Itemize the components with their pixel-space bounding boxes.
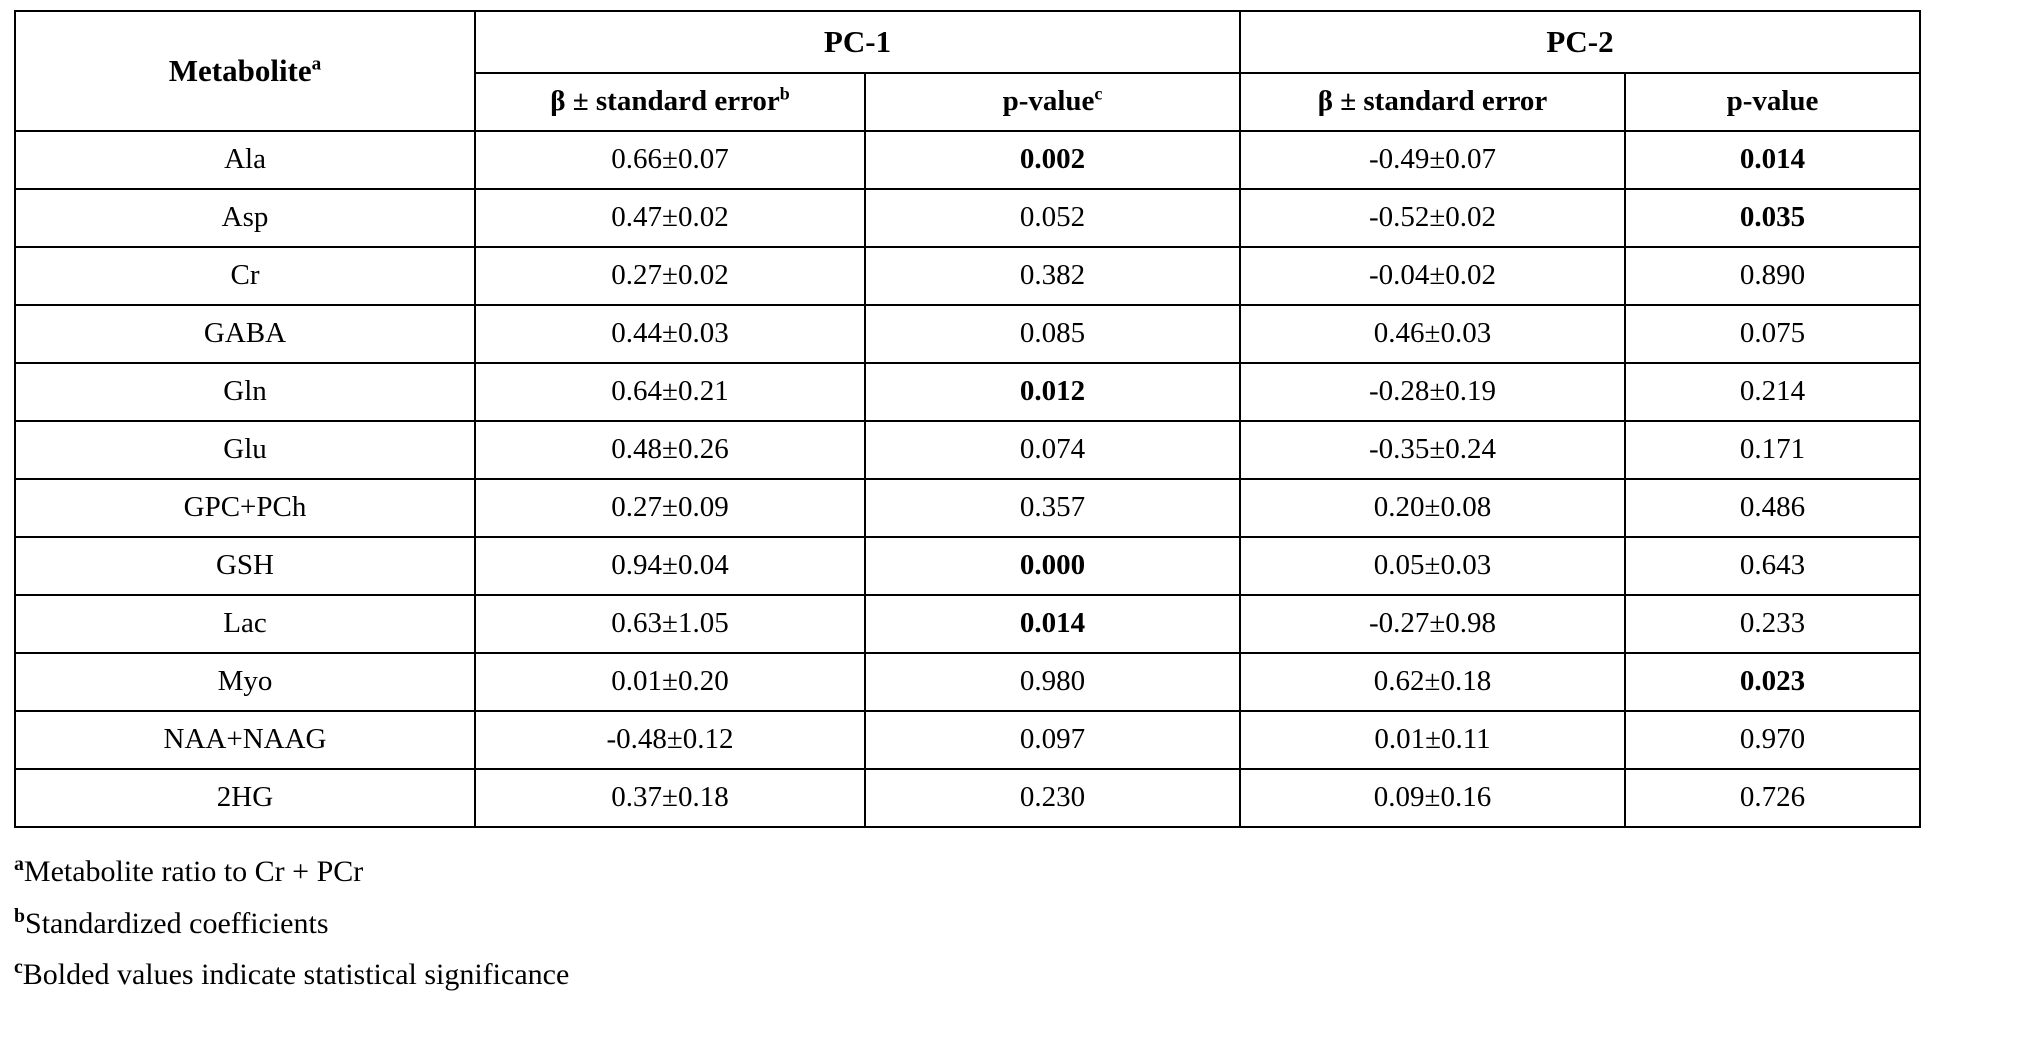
cell-pc1-beta: -0.48±0.12 [475, 711, 865, 769]
cell-pc1-pvalue: 0.012 [865, 363, 1240, 421]
cell-pc2-beta: 0.20±0.08 [1240, 479, 1625, 537]
footnote [14, 846, 2004, 898]
cell-pc2-pvalue: 0.214 [1625, 363, 1920, 421]
table-row [15, 363, 1920, 421]
footnote-mark: c [14, 956, 23, 979]
cell-pc2-pvalue: 0.023 [1625, 653, 1920, 711]
column-header-pc2-beta [1240, 73, 1625, 131]
cell-pc1-beta: 0.01±0.20 [475, 653, 865, 711]
cell-metabolite: 2HG [15, 769, 475, 827]
cell-pc1-beta: 0.27±0.09 [475, 479, 865, 537]
pc1-pvalue-footnote-mark: c [1094, 83, 1103, 104]
cell-pc2-beta: -0.52±0.02 [1240, 189, 1625, 247]
column-header-pc1-pvalue [865, 73, 1240, 131]
cell-metabolite: GABA [15, 305, 475, 363]
pc2-pvalue-label: p-value [1726, 85, 1819, 118]
table-row [15, 653, 1920, 711]
cell-pc1-pvalue: 0.230 [865, 769, 1240, 827]
footnote-text: Metabolite ratio to Cr + PCr [23, 855, 364, 888]
header-row-groups [15, 11, 1920, 73]
cell-metabolite: Ala [15, 131, 475, 189]
cell-pc2-pvalue: 0.970 [1625, 711, 1920, 769]
pc1-beta-label: β ± standard error [550, 85, 780, 118]
table-row [15, 479, 1920, 537]
cell-pc1-pvalue: 0.382 [865, 247, 1240, 305]
cell-pc2-pvalue: 0.726 [1625, 769, 1920, 827]
table-row [15, 131, 1920, 189]
table-header [15, 11, 1920, 131]
cell-metabolite: GPC+PCh [15, 479, 475, 537]
pc2-beta-label: β ± standard error [1317, 85, 1548, 118]
column-header-metabolite [15, 11, 475, 131]
cell-pc2-pvalue: 0.890 [1625, 247, 1920, 305]
table-row [15, 595, 1920, 653]
pc1-beta-footnote-mark: b [779, 83, 790, 104]
table-row [15, 537, 1920, 595]
cell-metabolite: Asp [15, 189, 475, 247]
cell-pc2-beta: -0.49±0.07 [1240, 131, 1625, 189]
cell-pc2-pvalue: 0.643 [1625, 537, 1920, 595]
cell-pc2-beta: 0.05±0.03 [1240, 537, 1625, 595]
cell-pc2-pvalue: 0.035 [1625, 189, 1920, 247]
footnote [14, 898, 2004, 950]
cell-pc1-pvalue: 0.097 [865, 711, 1240, 769]
cell-pc1-pvalue: 0.014 [865, 595, 1240, 653]
footnote [14, 949, 2004, 1001]
cell-pc1-pvalue: 0.980 [865, 653, 1240, 711]
cell-pc1-beta: 0.66±0.07 [475, 131, 865, 189]
cell-metabolite: Glu [15, 421, 475, 479]
cell-pc1-beta: 0.27±0.02 [475, 247, 865, 305]
column-group-pc1: PC-1 [475, 11, 1240, 73]
cell-pc2-pvalue: 0.486 [1625, 479, 1920, 537]
column-group-pc2: PC-2 [1240, 11, 1920, 73]
cell-pc1-beta: 0.47±0.02 [475, 189, 865, 247]
cell-pc2-beta: -0.27±0.98 [1240, 595, 1625, 653]
footnote-mark: b [14, 904, 26, 927]
footnotes [14, 846, 2004, 1001]
cell-pc1-beta: 0.64±0.21 [475, 363, 865, 421]
cell-metabolite: NAA+NAAG [15, 711, 475, 769]
cell-metabolite: Myo [15, 653, 475, 711]
column-header-pc2-pvalue [1625, 73, 1920, 131]
cell-metabolite: GSH [15, 537, 475, 595]
cell-pc1-pvalue: 0.052 [865, 189, 1240, 247]
cell-pc2-beta: -0.28±0.19 [1240, 363, 1625, 421]
cell-pc2-pvalue: 0.171 [1625, 421, 1920, 479]
cell-pc2-beta: 0.09±0.16 [1240, 769, 1625, 827]
cell-pc2-beta: -0.35±0.24 [1240, 421, 1625, 479]
footnote-text: Standardized coefficients [25, 906, 329, 940]
table-row [15, 421, 1920, 479]
table-body [15, 131, 1920, 827]
cell-pc1-pvalue: 0.357 [865, 479, 1240, 537]
table-row [15, 769, 1920, 827]
cell-pc2-beta: -0.04±0.02 [1240, 247, 1625, 305]
cell-pc1-pvalue: 0.002 [865, 131, 1240, 189]
cell-pc2-beta: 0.62±0.18 [1240, 653, 1625, 711]
results-table [14, 10, 1921, 828]
table-row [15, 305, 1920, 363]
cell-metabolite: Cr [15, 247, 475, 305]
cell-pc1-beta: 0.37±0.18 [475, 769, 865, 827]
cell-pc2-beta: 0.01±0.11 [1240, 711, 1625, 769]
cell-metabolite: Gln [15, 363, 475, 421]
cell-pc1-beta: 0.63±1.05 [475, 595, 865, 653]
table-row [15, 247, 1920, 305]
metabolite-footnote-mark: a [311, 53, 322, 75]
metabolite-label: Metabolite [168, 52, 312, 88]
cell-pc2-pvalue: 0.014 [1625, 131, 1920, 189]
cell-pc2-beta: 0.46±0.03 [1240, 305, 1625, 363]
cell-pc2-pvalue: 0.075 [1625, 305, 1920, 363]
cell-pc2-pvalue: 0.233 [1625, 595, 1920, 653]
footnote-mark: a [14, 853, 24, 875]
cell-pc1-pvalue: 0.000 [865, 537, 1240, 595]
pc1-pvalue-label: p-value [1002, 85, 1095, 118]
cell-pc1-pvalue: 0.085 [865, 305, 1240, 363]
cell-pc1-beta: 0.44±0.03 [475, 305, 865, 363]
cell-pc1-beta: 0.48±0.26 [475, 421, 865, 479]
cell-pc1-beta: 0.94±0.04 [475, 537, 865, 595]
column-header-pc1-beta [475, 73, 865, 131]
cell-pc1-pvalue: 0.074 [865, 421, 1240, 479]
footnote-text: Bolded values indicate statistical significance [22, 958, 570, 992]
table-row [15, 189, 1920, 247]
table-row [15, 711, 1920, 769]
cell-metabolite: Lac [15, 595, 475, 653]
